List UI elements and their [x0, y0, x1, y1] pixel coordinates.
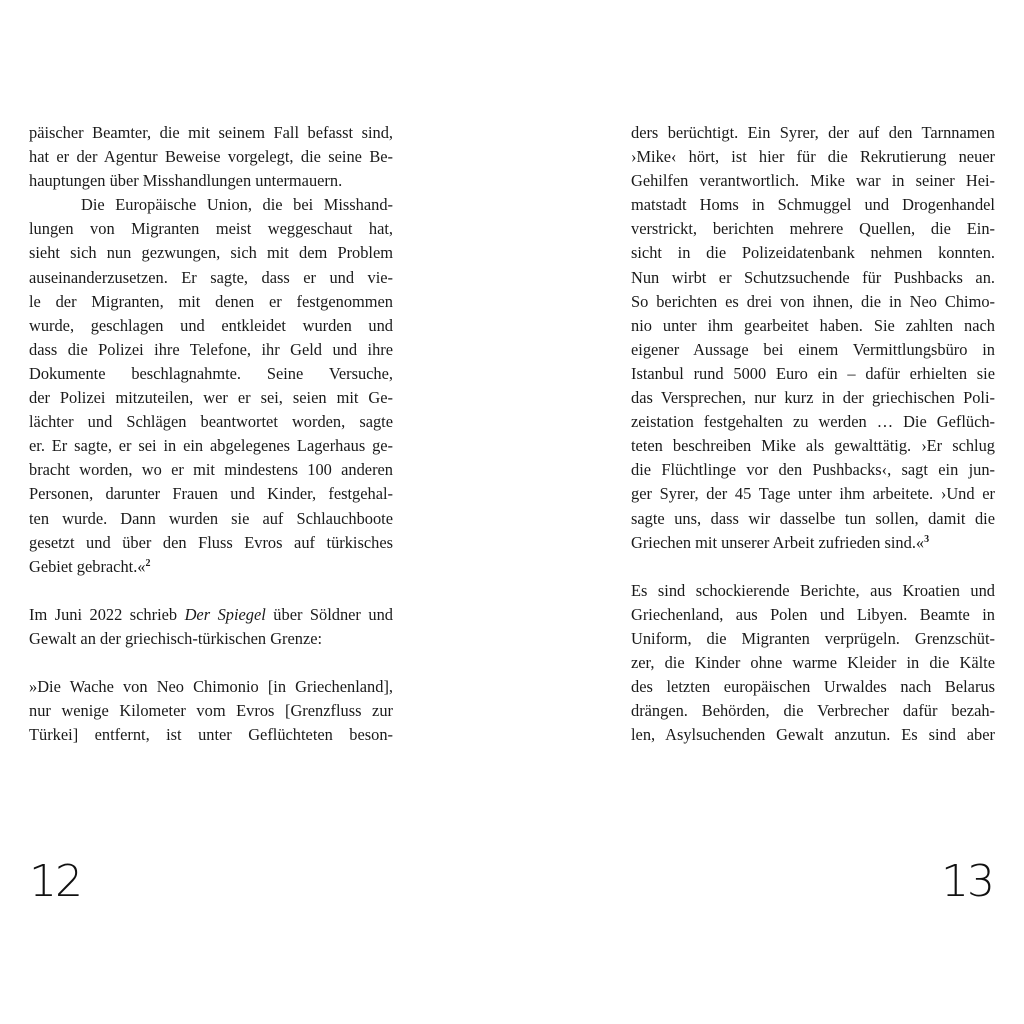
text-run: Im Juni 2022 schrieb	[29, 604, 178, 624]
text-line: teten beschreiben Mike als gewalttätig. ›Er schlug	[631, 436, 995, 456]
text-line: Istanbul rund 5000 Euro ein – dafür erhielten sie	[631, 363, 995, 383]
text-line: Die Europäische Union, die bei Misshand-	[81, 195, 393, 215]
text-line: Uniform, die Migranten verprügeln. Grenzschüt-	[631, 628, 995, 648]
text-run: über Söldner und	[273, 604, 393, 624]
text-line: bracht worden, wo er mit mindestens 100 anderen	[29, 460, 393, 480]
text-line: päischer Beamter, die mit seinem Fall befasst sind,	[29, 123, 393, 142]
text-line: ›Mike‹ hört, ist hier für die Rekrutierung neuer	[631, 147, 995, 167]
footnote-ref: 3	[924, 533, 930, 545]
paragraph-gap	[631, 555, 995, 579]
text-line: le der Migranten, mit denen er festgenommen	[29, 291, 393, 311]
text-line: len, Asylsuchenden Gewalt anzutun. Es sind aber	[631, 725, 995, 745]
text-line: Es sind schockierende Berichte, aus Kroatien und	[631, 580, 995, 600]
paragraph-gap	[29, 579, 393, 603]
text-line: Gewalt an der griechisch-türkischen Grenze:	[29, 628, 323, 648]
text-line: des letzten europäischen Urwaldes nach Belarus	[631, 677, 995, 697]
text-line: zeistation festgehalten zu werden … Die Geflüch-	[631, 412, 995, 432]
text-line	[29, 603, 393, 627]
text-line: er. Er sagte, er sei in ein abgelegenes Lagerhaus ge-	[29, 436, 393, 456]
text-line: eigener Aussage bei einem Vermittlungsbüro in	[631, 339, 995, 359]
text-line: der Polizei mitzuteilen, wer er sei, seien mit Ge-	[29, 388, 393, 408]
text-line: ten wurde. Dann wurden sie auf Schlauchboote	[29, 508, 393, 528]
text-line: Griechenland, aus Polen und Libyen. Beamte in	[631, 604, 995, 624]
text-line: ders berüchtigt. Ein Syrer, der auf den Tarnnamen	[631, 123, 995, 142]
page-number: 12	[29, 856, 81, 907]
text-line: »Die Wache von Neo Chimonio [in Griechenland],	[29, 677, 393, 697]
right-page-text	[631, 121, 995, 747]
footnote-ref: 2	[145, 557, 151, 569]
text-line: hat er der Agentur Beweise vorgelegt, die seine Be-	[29, 147, 393, 167]
text-line: lächter und Schlägen beantwortet worden, sagte	[29, 412, 393, 432]
text-line: Gehilfen verantwortlich. Mike war in seiner Hei-	[631, 171, 995, 191]
text-line: drängen. Behörden, die Verbrecher dafür bezah-	[631, 701, 995, 721]
left-page-text	[29, 121, 393, 747]
publication-title: Der Spiegel	[184, 604, 266, 624]
text-line-content: Griechen mit unserer Arbeit zufrieden sind.«	[631, 532, 925, 552]
text-line: sagte uns, dass wir dasselbe tun sollen, damit die	[631, 508, 995, 528]
text-line: das Versprechen, nur kurz in der griechischen Poli-	[631, 388, 995, 408]
text-line: nur wenige Kilometer vom Evros [Grenzfluss zur	[29, 701, 393, 721]
text-line: Personen, darunter Frauen und Kinder, festgehal-	[29, 484, 393, 504]
text-line	[631, 531, 995, 555]
text-line: gesetzt und über den Fluss Evros auf türkisches	[29, 532, 393, 552]
paragraph-gap	[29, 651, 393, 675]
text-line: zer, die Kinder ohne warme Kleider in die Kälte	[631, 653, 995, 673]
text-line: matstadt Homs in Schmuggel und Drogenhandel	[631, 195, 995, 215]
text-line	[29, 555, 393, 579]
text-line: ger Syrer, der 45 Tage unter ihm arbeitete. ›Und er	[631, 484, 995, 504]
text-line: nio unter ihm gearbeitet haben. Sie zahlten nach	[631, 315, 995, 335]
text-line: die Flüchtlinge vor den Pushbacks‹, sagt ein jun-	[631, 460, 995, 480]
text-line: So berichten es drei von ihnen, die in Neo Chimo-	[631, 291, 995, 311]
page-number: 13	[941, 856, 993, 907]
text-line: Türkei] entfernt, ist unter Geflüchteten beson-	[29, 725, 393, 745]
text-line: auseinanderzusetzen. Er sagte, dass er und vie-	[29, 267, 393, 287]
text-line: wurde, geschlagen und entkleidet wurden und	[29, 315, 393, 335]
text-line: lungen von Migranten meist weggeschaut hat,	[29, 219, 393, 239]
text-line: Dokumente beschlagnahmte. Seine Versuche,	[29, 363, 393, 383]
right-page	[512, 0, 1024, 1024]
text-line: dass die Polizei ihre Telefone, ihr Geld und ihre	[29, 339, 393, 359]
text-line: Nun wirbt er Schutzsuchende für Pushbacks an.	[631, 267, 995, 287]
text-line: hauptungen über Misshandlungen untermauern.	[29, 171, 343, 191]
text-line-content: Gebiet gebracht.«	[29, 556, 146, 576]
text-line: verstrickt, berichten mehrere Quellen, die Ein-	[631, 219, 995, 239]
text-line: sieht sich nun gezwungen, sich mit dem Problem	[29, 243, 393, 263]
text-line: sicht in die Polizeidatenbank nehmen konnten.	[631, 243, 995, 263]
